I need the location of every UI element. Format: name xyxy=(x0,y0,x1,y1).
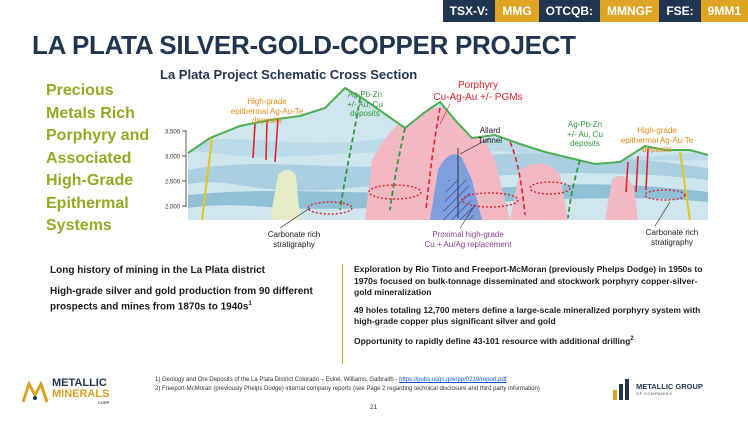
elevation-axis xyxy=(165,130,186,211)
axis-tick-label: 3,000 xyxy=(164,154,180,161)
label-line: High-grade xyxy=(637,126,677,135)
logo-line: METALLIC GROUP xyxy=(636,382,703,391)
label-allard-tunnel xyxy=(470,126,510,145)
label-line: stratigraphy xyxy=(273,239,315,249)
label-carbonate-left xyxy=(258,230,330,249)
ticker-exchange: OTCQB: xyxy=(539,0,600,22)
label-line: Ag-Pb-Zn xyxy=(347,90,383,99)
label-line: Porphyry xyxy=(457,80,498,91)
ticker-exchange: FSE: xyxy=(659,0,700,22)
left-heading-line: Associated xyxy=(46,149,132,167)
label-line: Proximal high-grade xyxy=(432,230,504,239)
left-heading xyxy=(46,80,156,238)
footnotes xyxy=(155,376,540,393)
label-line: Cu + Au/Ag replacement xyxy=(424,239,512,249)
metallic-minerals-logo-icon xyxy=(22,381,48,403)
footnote-ref: 1 xyxy=(248,301,252,307)
label-line: deposits xyxy=(570,139,600,148)
label-line: +/- Au, Cu xyxy=(567,129,603,139)
metallic-group-logo-icon xyxy=(612,378,632,400)
left-heading-line: Porphyry and xyxy=(46,127,150,144)
logo-line: MINERALS xyxy=(52,388,110,400)
exploration-text xyxy=(354,264,714,353)
label-agpbzn-right xyxy=(552,120,618,149)
footnote-1-link[interactable]: https://pubs.usgs.gov/pp/0219/report.pdf xyxy=(399,377,507,383)
footnote-2: 2) Freeport-McMoran (previously Phelps Dodge) internal company reports (see Page 2 regarding technical disclosure and third party information) xyxy=(155,385,540,392)
ticker-symbol: 9MM1 xyxy=(701,0,748,22)
logo-text xyxy=(636,382,703,396)
history-line xyxy=(50,285,335,314)
label-porphyry xyxy=(418,80,538,103)
ticker-bar xyxy=(443,0,748,22)
label-proximal xyxy=(418,230,518,249)
label-line: deposits xyxy=(350,109,380,118)
metallic-group-logo xyxy=(612,378,703,400)
ticker-symbol: MMNGF xyxy=(600,0,659,22)
logo-line: OF COMPANIES xyxy=(636,391,673,396)
label-epithermal-right xyxy=(612,126,702,155)
history-line-text: High-grade silver and gold production from 90 different prospects and mines from 1870s to 1940s xyxy=(50,285,313,313)
column-divider xyxy=(342,264,343,364)
history-line: Long history of mining in the La Plata district xyxy=(50,265,266,276)
label-line: epithermal Ag-Au-Te xyxy=(620,135,694,145)
exploration-line-text: Opportunity to rapidly define 43-101 resource with additional drilling xyxy=(354,335,631,346)
label-agpbzn-left xyxy=(332,90,398,119)
left-heading-line: Epithermal xyxy=(46,194,129,212)
history-text xyxy=(50,264,335,321)
left-heading-line: Metals Rich xyxy=(46,104,135,122)
label-line: Cu-Ag-Au +/- PGMs xyxy=(433,91,523,103)
exploration-line xyxy=(354,334,714,347)
left-heading-line: High-Grade xyxy=(46,172,134,189)
label-line: Carbonate rich xyxy=(645,228,699,237)
footnote-1-text: 1) Geology and Ore Deposits of the La Plata District Colorado – Eckel, Williams, Galbraith - xyxy=(155,377,400,383)
logo-small: CORP xyxy=(97,400,110,405)
metallic-minerals-logo xyxy=(22,378,109,405)
exploration-line: 49 holes totaling 12,700 meters define a large-scale mineralized porphyry system with high-grade copper plus significant silver and gold xyxy=(354,304,701,326)
label-line: epithermal Ag-Au-Te xyxy=(230,106,304,116)
label-line: Carbonate rich xyxy=(267,230,321,239)
label-line: High-grade xyxy=(247,97,287,106)
left-heading-line: Precious xyxy=(46,82,114,99)
axis-tick-label: 2,500 xyxy=(164,179,180,186)
logo-text xyxy=(52,378,109,405)
slide-title: LA PLATA SILVER-GOLD-COPPER PROJECT xyxy=(32,30,576,60)
footnote-1 xyxy=(155,376,540,385)
cross-section-diagram xyxy=(150,80,720,260)
label-line: Allard xyxy=(479,126,501,135)
label-line: stratigraphy xyxy=(651,237,693,247)
red-vein xyxy=(266,121,267,160)
label-line: Ag-Pb-Zn xyxy=(567,120,603,129)
logo-line: METALLIC xyxy=(52,377,107,389)
label-carbonate-right xyxy=(636,228,708,247)
label-line: deposits xyxy=(642,145,672,154)
exploration-line: Exploration by Rio Tinto and Freeport-McMoran (previously Phelps Dodge) in 1950s to 1970s focused on bulk-tonnage disseminated and stockwork porphyry copper-silver-gold mineralization xyxy=(354,264,703,297)
left-heading-line: Systems xyxy=(46,217,112,234)
diagram-title: La Plata Project Schematic Cross Section xyxy=(160,67,418,82)
label-line: Tunnel xyxy=(477,135,503,145)
label-line: +/- Au, Cu xyxy=(347,99,383,109)
label-epithermal-left xyxy=(222,97,312,126)
ticker-symbol: MMG xyxy=(495,0,538,22)
page-number: 21 xyxy=(370,404,378,411)
axis-tick-label: 3,500 xyxy=(164,129,180,136)
label-line: deposits xyxy=(252,116,282,125)
ticker-exchange: TSX-V: xyxy=(443,0,496,22)
axis-tick-label: 2,000 xyxy=(164,204,180,211)
footnote-ref: 2 xyxy=(630,335,634,342)
